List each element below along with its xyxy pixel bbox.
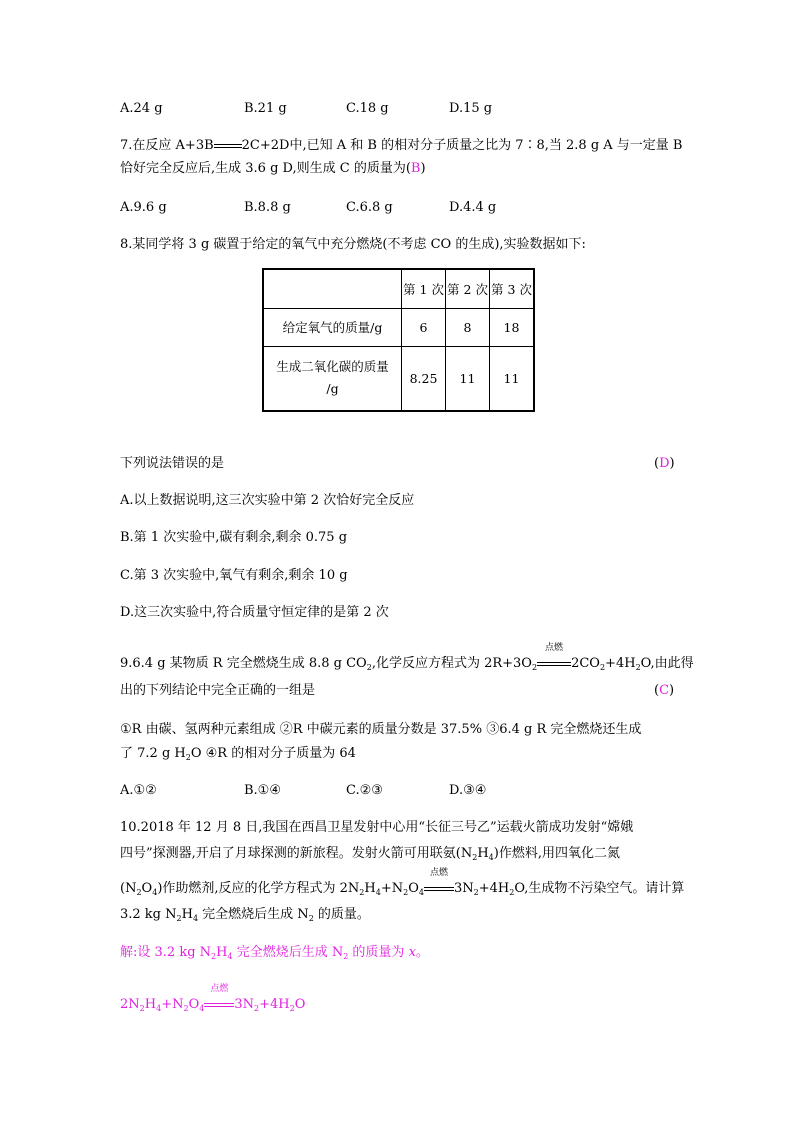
q8-paren-close: ) bbox=[669, 456, 675, 471]
q9-option-b: B.①④ bbox=[244, 783, 281, 798]
q9-sub: 2 bbox=[599, 663, 606, 672]
q10-text: +N bbox=[380, 881, 404, 896]
table-cell: 8 bbox=[446, 308, 490, 346]
q7-rest: 中,已知 A 和 B 的相对分子质量之比为 7∶8,当 2.8 g A 与一定量 B bbox=[289, 138, 683, 153]
solution-eq-text: 3N bbox=[234, 997, 254, 1012]
solution-equals-bar bbox=[204, 1003, 234, 1007]
q8-option-d: D.这三次实验中,符合质量守恒定律的是第 2 次 bbox=[120, 605, 389, 620]
q7-option-d: D.4.4 g bbox=[449, 200, 497, 215]
q8-answer-box bbox=[654, 455, 675, 473]
q10-sub: 2 bbox=[473, 888, 479, 897]
solution-condition-label: 点燃 bbox=[210, 984, 229, 994]
q7-stem-line2 bbox=[120, 160, 426, 178]
q9-option-d: D.③④ bbox=[449, 783, 487, 798]
q7-answer: B bbox=[410, 161, 421, 176]
solution-eq-text: O bbox=[294, 997, 306, 1012]
q10-text: )作燃料,用四氧化二氮 bbox=[493, 846, 620, 861]
q10-sub: 2 bbox=[403, 888, 409, 897]
solution-text: 完全燃烧后生成 N bbox=[232, 945, 344, 960]
q10-line1: 10.2018 年 12 月 8 日,我国在西昌卫星发射中心用“长征三号乙”运载火箭成功发射“嫦娥 bbox=[120, 820, 634, 835]
q10-solution-equation bbox=[120, 984, 306, 1015]
q9-stem-line1 bbox=[120, 643, 694, 674]
q10-sub: 2 bbox=[472, 853, 478, 862]
q7-paren-close: ) bbox=[420, 161, 426, 176]
table-cell: 8.25 bbox=[402, 346, 446, 411]
solution-eq-text: +N bbox=[161, 997, 184, 1012]
q9-rhs-c: O,由此得 bbox=[640, 656, 694, 671]
q10-text: )作助燃剂,反应的化学方程式为 2N bbox=[157, 881, 360, 896]
q10-sub: 4 bbox=[375, 888, 381, 897]
q8-option-a: A.以上数据说明,这三次实验中第 2 次恰好完全反应 bbox=[120, 493, 415, 508]
q7-option-a: A.9.6 g bbox=[120, 200, 167, 215]
solution-eq-text: H bbox=[144, 997, 157, 1012]
q10-text: O,生成物不污染空气。请计算 bbox=[514, 881, 685, 896]
q10-condition-label: 点燃 bbox=[429, 868, 448, 878]
solution-sub: 2 bbox=[343, 952, 349, 961]
q8-stem: 8.某同学将 3 g 碳置于给定的氧气中充分燃烧(不考虑 CO 的生成),实验数据如下: bbox=[120, 237, 586, 252]
solution-text: 。 bbox=[415, 945, 429, 960]
q10-text: 完全燃烧后生成 N bbox=[198, 907, 309, 922]
table-row-label-line1: 生成二氧化碳的质量 bbox=[276, 359, 389, 375]
q8-paren-open: ( bbox=[654, 456, 660, 471]
q8-option-c: C.第 3 次实验中,氧气有剩余,剩余 10 g bbox=[120, 568, 348, 583]
solution-reaction-arrow bbox=[204, 984, 234, 1014]
table-cell: 18 bbox=[490, 308, 535, 346]
q10-solution-intro bbox=[120, 944, 429, 963]
table-header-row bbox=[263, 269, 534, 308]
q6-option-d: D.15 g bbox=[449, 101, 493, 116]
solution-eq-text: +4H bbox=[259, 997, 290, 1012]
q10-sub: 4 bbox=[152, 888, 158, 897]
q9-equals-bar bbox=[537, 662, 571, 666]
q10-text: H bbox=[477, 846, 489, 861]
q7-stem-line1 bbox=[120, 137, 682, 155]
q9-reaction-arrow bbox=[537, 643, 571, 673]
q10-text: O bbox=[141, 881, 153, 896]
q9-sub: 2 bbox=[185, 753, 191, 762]
q9-option-c: C.②③ bbox=[346, 783, 383, 798]
q10-text: 四号”探测器,开启了月球探测的新旅程。发射火箭可用联氨(N bbox=[120, 846, 473, 861]
solution-eq-sub: 2 bbox=[289, 1004, 295, 1013]
q7-option-b: B.8.8 g bbox=[244, 200, 291, 215]
q9-sub: 2 bbox=[531, 663, 538, 672]
solution-eq-text: O bbox=[188, 997, 200, 1012]
q10-text: H bbox=[364, 881, 376, 896]
q10-sub: 4 bbox=[488, 853, 494, 862]
solution-eq-sub: 4 bbox=[199, 1004, 205, 1013]
q10-equals-bar bbox=[424, 887, 454, 891]
q8-question: 下列说法错误的是 bbox=[120, 456, 225, 471]
solution-text: H bbox=[216, 945, 228, 960]
q7-eq-rhs: 2C+2D bbox=[241, 138, 290, 153]
q10-text: H bbox=[181, 907, 193, 922]
q10-sub: 4 bbox=[418, 888, 424, 897]
q8-answer: D bbox=[659, 456, 670, 471]
q9-sub: 2 bbox=[635, 663, 641, 672]
q9-stem-line2: 出的下列结论中完全正确的一组是 bbox=[120, 683, 316, 698]
q6-option-b: B.21 g bbox=[244, 101, 287, 116]
table-header-cell: 第 3 次 bbox=[490, 269, 535, 308]
q9-answer-box bbox=[654, 682, 674, 700]
solution-text: 的质量为 bbox=[348, 945, 409, 960]
solution-eq-sub: 4 bbox=[156, 1004, 162, 1013]
table-cell: 11 bbox=[446, 346, 490, 411]
table-corner-cell bbox=[263, 269, 402, 308]
q10-line2 bbox=[120, 845, 620, 864]
q10-text: +4H bbox=[478, 881, 510, 896]
table-row-label bbox=[263, 346, 402, 411]
q7-equals-sign bbox=[214, 144, 242, 148]
solution-text: 解:设 3.2 kg N bbox=[120, 945, 212, 960]
solution-eq-sub: 2 bbox=[139, 1004, 145, 1013]
q10-line3 bbox=[120, 868, 685, 899]
q9-text-b: ,化学反应方程式为 2R+3O bbox=[371, 656, 532, 671]
table-row bbox=[263, 308, 534, 346]
solution-sub: 4 bbox=[227, 952, 233, 961]
solution-eq-text: 2N bbox=[120, 997, 140, 1012]
q10-sub: 2 bbox=[359, 888, 365, 897]
q9-option-a: A.①② bbox=[120, 783, 157, 798]
q7-prefix: 7.在反应 A+3B bbox=[120, 138, 214, 153]
table-header-cell: 第 2 次 bbox=[446, 269, 490, 308]
table-header-cell: 第 1 次 bbox=[402, 269, 446, 308]
q10-reaction-arrow bbox=[424, 868, 454, 898]
q10-text: O bbox=[408, 881, 419, 896]
q9-paren-open: ( bbox=[654, 683, 660, 698]
q10-sub: 2 bbox=[136, 888, 142, 897]
q9-stmt-a: 了 7.2 g H bbox=[120, 746, 186, 761]
table-row-label: 给定氧气的质量/g bbox=[263, 308, 402, 346]
q10-sub: 2 bbox=[176, 914, 182, 923]
table-row-label-line2: /g bbox=[326, 381, 339, 397]
q10-text: (N bbox=[120, 881, 137, 896]
table-row bbox=[263, 346, 534, 411]
q10-sub: 2 bbox=[509, 888, 515, 897]
q9-text-a: 9.6.4 g 某物质 R 完全燃烧生成 8.8 g CO bbox=[120, 656, 367, 671]
solution-variable: x bbox=[408, 945, 416, 960]
q8-option-b: B.第 1 次实验中,碳有剩余,剩余 0.75 g bbox=[120, 530, 348, 545]
q9-stmt-b: O ④R 的相对分子质量为 64 bbox=[190, 746, 356, 761]
q9-sub: 2 bbox=[366, 663, 372, 672]
q9-statements-line2 bbox=[120, 745, 356, 764]
solution-eq-sub: 2 bbox=[183, 1004, 189, 1013]
q10-line4 bbox=[120, 906, 370, 925]
q7-option-c: C.6.8 g bbox=[346, 200, 393, 215]
q10-sub: 2 bbox=[308, 914, 314, 923]
solution-eq-sub: 2 bbox=[253, 1004, 260, 1013]
table-cell: 11 bbox=[490, 346, 535, 411]
solution-sub: 2 bbox=[211, 952, 217, 961]
q6-option-a: A.24 g bbox=[120, 101, 163, 116]
q9-condition-label: 点燃 bbox=[545, 643, 564, 653]
q9-answer: C bbox=[659, 683, 670, 698]
table-cell: 6 bbox=[402, 308, 446, 346]
q9-statements-line1: ①R 由碳、氢两种元素组成 ②R 中碳元素的质量分数是 37.5% ③6.4 g R 完全燃烧还生成 bbox=[120, 722, 642, 737]
q7-line2: 恰好完全反应后,生成 3.6 g D,则生成 C 的质量为 bbox=[120, 161, 406, 176]
q10-text: 3.2 kg N bbox=[120, 907, 177, 922]
q9-rhs-a: 2CO bbox=[571, 656, 600, 671]
q7-paren-open: ( bbox=[405, 161, 411, 176]
q6-option-c: C.18 g bbox=[346, 101, 389, 116]
q8-data-table bbox=[262, 268, 535, 412]
q10-text: 的质量。 bbox=[313, 907, 370, 922]
q10-text: 3N bbox=[453, 881, 474, 896]
q9-rhs-b: +4H bbox=[605, 656, 636, 671]
q9-paren-close: ) bbox=[669, 683, 675, 698]
q10-sub: 4 bbox=[192, 914, 199, 923]
